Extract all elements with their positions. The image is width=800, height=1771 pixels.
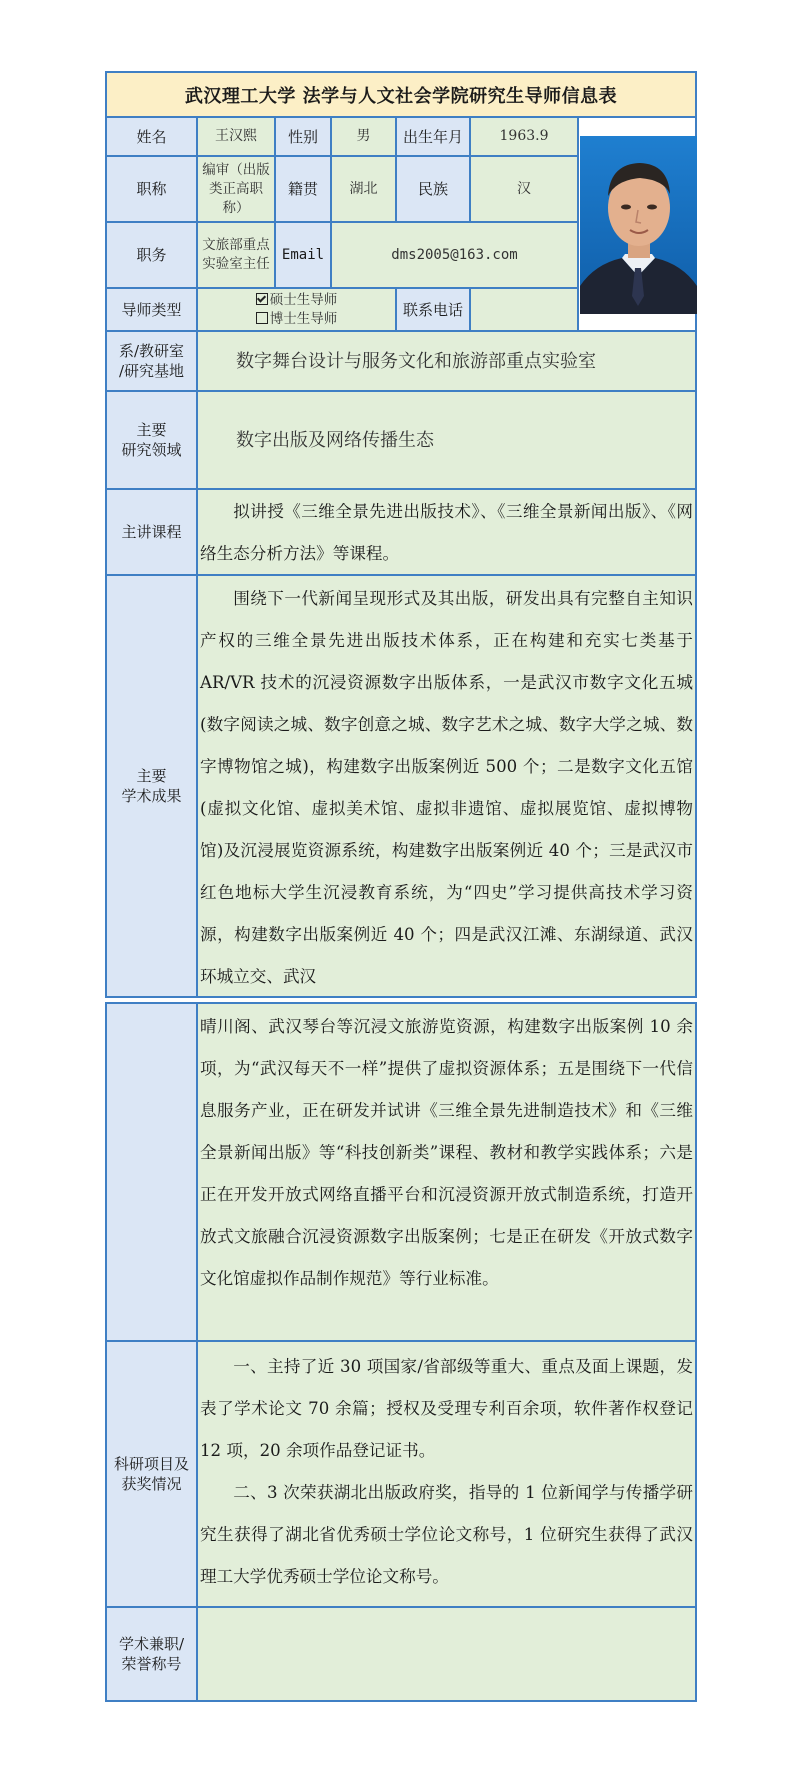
portrait-photo (580, 136, 697, 314)
value-birth: 1963.9 (469, 116, 579, 157)
tutor-type-master-label: 硕士生导师 (269, 291, 338, 308)
value-title: 编审（出版类正高职称） (196, 155, 276, 223)
label-gender: 性别 (274, 116, 332, 157)
label-email: Email (274, 221, 332, 289)
label-position: 职务 (105, 221, 198, 289)
label-honors: 学术兼职/ 荣誉称号 (105, 1606, 198, 1702)
value-native: 湖北 (330, 155, 397, 223)
label-department: 系/教研室 /研究基地 (105, 330, 198, 392)
checkbox-empty-icon (256, 312, 268, 324)
tutor-type-doctor (256, 310, 338, 329)
achievements-text-1: 围绕下一代新闻呈现形式及其出版，研发出具有完整自主知识产权的三维全景先进出版技术体系，正在构建和充实七类基于 AR/VR 技术的沉浸资源数字出版体系，一是武汉市数字文化五城(数字阅读之城、数字创意之城、数字艺术之城、数字大学之城、数字博物馆之城)，构建数字出版案例近 500 个；二是数字文化五馆(虚拟文化馆、虚拟美术馆、虚拟非遗馆、虚拟展览馆、虚拟博物馆)及沉浸展览资源系统，构建数字出版案例近 40 个；三是武汉市红色地标大学生沉浸教育系统，为“四史”学习提供高技术学习资源，构建数字出版案例近 40 个；四是武汉江滩、东湖绿道、武汉环城立交、武汉 (200, 589, 693, 986)
label-name: 姓名 (105, 116, 198, 157)
value-email: dms2005@163.com (330, 221, 579, 289)
tutor-type-doctor-label: 博士生导师 (269, 310, 338, 327)
value-honors (196, 1606, 697, 1702)
label-research: 主要 研究领域 (105, 390, 198, 490)
value-projects (196, 1340, 697, 1608)
value-research: 数字出版及网络传播生态 (196, 390, 697, 490)
value-achievements-part1 (196, 574, 697, 998)
label-achievements: 主要 学术成果 (105, 574, 198, 998)
label-native: 籍贯 (274, 155, 332, 223)
label-birth: 出生年月 (395, 116, 471, 157)
projects-text-2: 二、3 次荣获湖北出版政府奖，指导的 1 位新闻学与传播学研究生获得了湖北省优秀硕士学位论文称号，1 位研究生获得了武汉理工大学优秀硕士学位论文称号。 (200, 1483, 693, 1586)
label-phone: 联系电话 (395, 287, 471, 332)
label-achievements-continued (105, 1002, 198, 1342)
checkbox-checked-icon (256, 293, 268, 305)
achievements-text-2: 晴川阁、武汉琴台等沉浸文旅游览资源，构建数字出版案例 10 余项，为“武汉每天不一样”提供了虚拟资源体系；五是围绕下一代信息服务产业，正在研发并试讲《三维全景先进制造技术》和《三维全景新闻出版》等“科技创新类”课程、教材和教学实践体系；六是正在开发开放式网络直播平台和沉浸资源开放式制造系统，打造开放式文旅融合沉浸资源数字出版案例；七是正在研发《开放式数字文化馆虚拟作品制作规范》等行业标准。 (200, 1017, 693, 1288)
value-tutor-type (196, 287, 397, 332)
value-department: 数字舞台设计与服务文化和旅游部重点实验室 (196, 330, 697, 392)
label-projects: 科研项目及 获奖情况 (105, 1340, 198, 1608)
tutor-type-master (256, 291, 338, 310)
label-ethnic: 民族 (395, 155, 471, 223)
label-courses: 主讲课程 (105, 488, 198, 576)
value-phone (469, 287, 579, 332)
courses-text: 拟讲授《三维全景先进出版技术》、《三维全景新闻出版》、《网络生态分析方法》等课程。 (200, 502, 693, 563)
value-achievements-part2 (196, 1002, 697, 1342)
projects-text-1: 一、主持了近 30 项国家/省部级等重大、重点及面上课题，发表了学术论文 70 余篇；授权及受理专利百余项，软件著作权登记 12 项，20 余项作品登记证书。 (200, 1357, 693, 1460)
value-courses (196, 488, 697, 576)
value-position: 文旅部重点实验室主任 (196, 221, 276, 289)
value-name: 王汉熙 (196, 116, 276, 157)
label-title: 职称 (105, 155, 198, 223)
value-ethnic: 汉 (469, 155, 579, 223)
value-gender: 男 (330, 116, 397, 157)
portrait-photo-icon (580, 136, 697, 314)
label-tutor-type: 导师类型 (105, 287, 198, 332)
form-title: 武汉理工大学 法学与人文社会学院研究生导师信息表 (105, 71, 697, 118)
